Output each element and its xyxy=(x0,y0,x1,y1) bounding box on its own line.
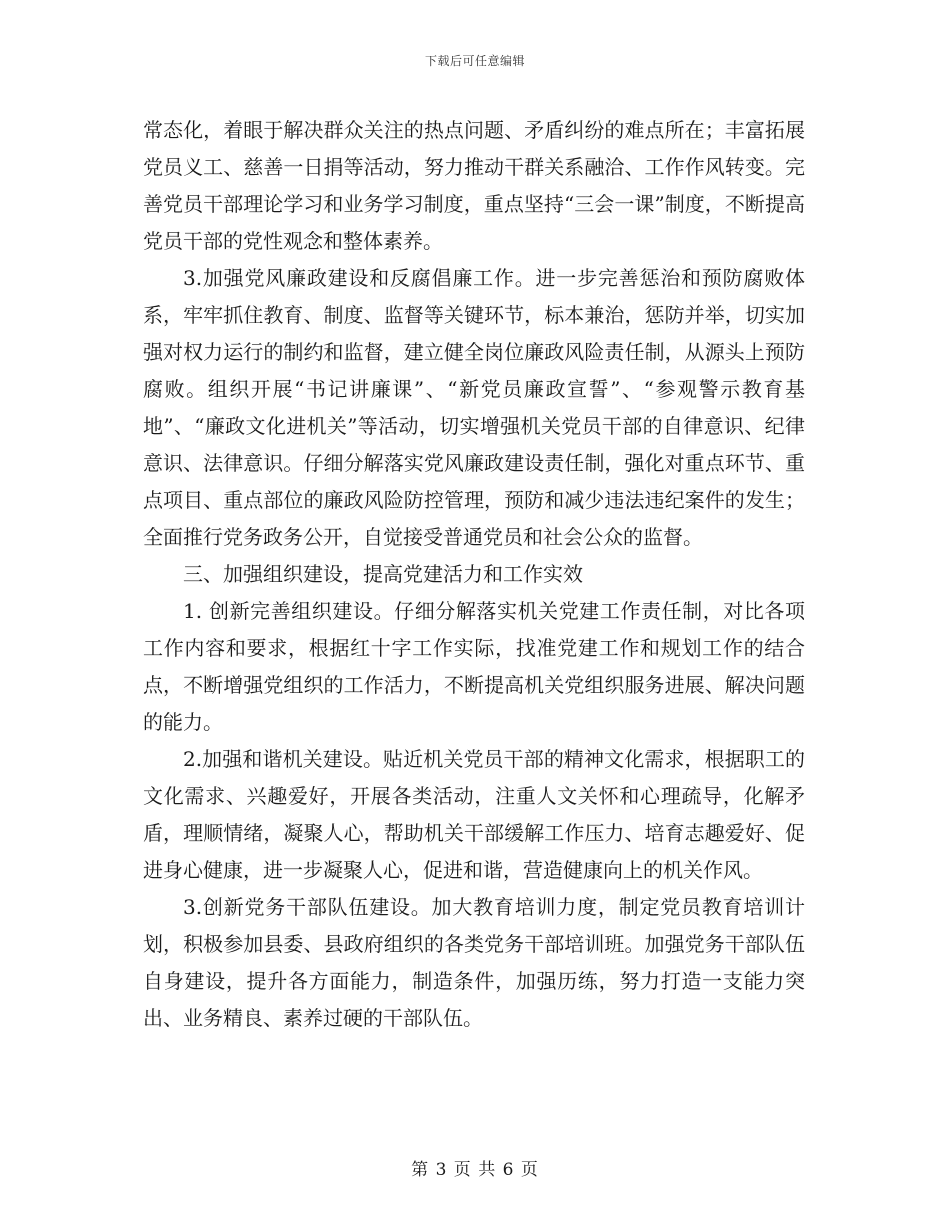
paragraph-harmony: 2.加强和谐机关建设。贴近机关党员干部的精神文化需求，根据职工的文化需求、兴趣爱好，开展各类活动，注重人文关怀和心理疏导，化解矛盾，理顺情绪，凝聚人心，帮助机关干部缓解工作压力、培育志趣爱好、促进身心健康，进一步凝聚人心，促进和谐，营造健康向上的机关作风。 xyxy=(143,747,805,882)
page-number: 第 3 页 共 6 页 xyxy=(411,1160,539,1180)
paragraph-cadre-team: 3.创新党务干部队伍建设。加大教育培训力度，制定党员教育培训计划，积极参加县委、县政府组织的各类党务干部培训班。加强党务干部队伍自身建设，提升各方面能力，制造条件，加强历练，努力打造一支能力突出、业务精良、素养过硬的干部队伍。 xyxy=(143,895,805,1030)
paragraph-anticorruption: 3.加强党风廉政建设和反腐倡廉工作。进一步完善惩治和预防腐败体系，牢牢抓住教育、制度、监督等关键环节，标本兼治，惩防并举，切实加强对权力运行的制约和监督，建立健全岗位廉政风险责任制，从源头上预防腐败。组织开展“书记讲廉课”、“新党员廉政宣誓”、“参观警示教育基地”、“廉政文化进机关”等活动，切实增强机关党员干部的自律意识、纪律意识、法律意识。仔细分解落实党风廉政建设责任制，强化对重点环节、重点项目、重点部位的廉政风险防控管理，预防和减少违法违纪案件的发生；全面推行党务政务公开，自觉接受普通党员和社会公众的监督。 xyxy=(143,266,805,549)
document-body xyxy=(143,112,805,1037)
paragraph-continuation: 常态化，着眼于解决群众关注的热点问题、矛盾纠纷的难点所在；丰富拓展党员义工、慈善一日捐等活动，努力推动干群关系融洽、工作作风转变。完善党员干部理论学习和业务学习制度，重点坚持“三会一课”制度，不断提高党员干部的党性观念和整体素养。 xyxy=(143,118,805,253)
paragraph-organization: 1. 创新完善组织建设。仔细分解落实机关党建工作责任制，对比各项工作内容和要求，根据红十字工作实际，找准党建工作和规划工作的结合点，不断增强党组织的工作活力，不断提高机关党组织服务进展、解决问题的能力。 xyxy=(143,599,805,734)
page-header: 下载后可任意编辑 xyxy=(424,54,525,68)
section-heading-3: 三、加强组织建设，提高党建活力和工作实效 xyxy=(183,562,583,586)
